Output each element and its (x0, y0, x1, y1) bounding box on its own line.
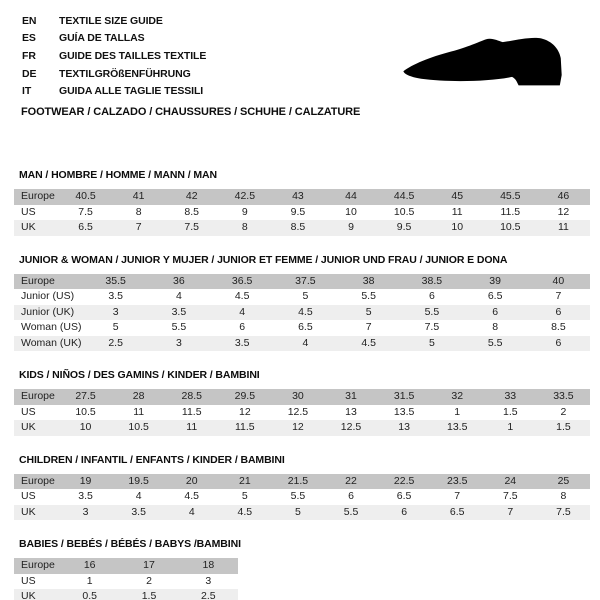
row-label: Junior (UK) (14, 305, 84, 321)
row-label: UK (14, 589, 60, 600)
size-cell: 8 (135, 205, 142, 218)
size-cell: 16 (60, 558, 119, 574)
size-cell: 6 (378, 505, 431, 521)
size-table-kids (14, 389, 590, 436)
size-cell: 28 (112, 389, 165, 405)
size-table-children (14, 474, 590, 521)
size-cell: 3.5 (211, 336, 274, 352)
row-label: US (21, 490, 36, 502)
size-cell: 4 (274, 336, 337, 352)
row-label: Woman (US) (21, 321, 82, 333)
size-cell: 18 (179, 558, 238, 574)
size-cell: 10.5 (393, 205, 415, 218)
size-cell: 2 (146, 574, 152, 587)
size-cell: 13.5 (431, 420, 484, 436)
language-label: GUIDA ALLE TAGLIE TESSILI (59, 85, 204, 98)
language-code: EN (22, 14, 37, 27)
size-cell: 3 (205, 574, 212, 587)
language-row (22, 65, 206, 83)
size-cell: 7 (555, 290, 562, 302)
size-cell: 11 (537, 220, 590, 236)
language-code: FR (22, 49, 36, 62)
shoe-icon (394, 29, 572, 91)
size-cell: 12 (557, 205, 570, 218)
language-row (22, 12, 206, 30)
size-cell: 1.5 (502, 405, 518, 418)
language-label: TEXTILE SIZE GUIDE (59, 14, 163, 27)
size-cell: 21 (218, 474, 271, 490)
size-cell: 6 (464, 305, 527, 321)
language-row (22, 30, 206, 48)
size-cell: 4.5 (218, 505, 271, 521)
size-cell: 42.5 (218, 189, 271, 205)
size-table-junior-woman (14, 274, 590, 352)
size-table-babies (14, 558, 238, 600)
size-cell: 11.5 (181, 405, 202, 418)
size-cell: 8.5 (184, 205, 200, 218)
size-cell: 4.5 (337, 336, 400, 352)
size-cell: 13 (345, 405, 357, 418)
size-table-row (14, 289, 590, 305)
size-table-row (14, 305, 590, 321)
language-label: GUIDE DES TAILLES TEXTILE (59, 49, 207, 62)
size-cell: 5 (337, 305, 400, 321)
size-cell: 31.5 (378, 389, 431, 405)
size-cell: 5 (241, 490, 248, 502)
size-cell: 20 (165, 474, 218, 490)
size-cell: 5.5 (324, 505, 377, 521)
size-cell: 12 (271, 420, 324, 436)
row-label: Woman (UK) (14, 336, 84, 352)
size-table-section-man (14, 169, 590, 236)
row-label: Europe (14, 389, 59, 405)
size-cell: 5 (112, 321, 119, 333)
size-cell: 6 (527, 336, 590, 352)
size-cell: 13 (378, 420, 431, 436)
size-table-header-row (14, 274, 590, 290)
size-cell: 7.5 (78, 205, 93, 218)
size-cell: 7.5 (502, 490, 518, 502)
size-cell: 24 (484, 474, 537, 490)
language-code: IT (22, 85, 32, 98)
size-cell: 6.5 (298, 321, 313, 333)
size-table-row (14, 589, 238, 600)
size-table-section-babies (14, 538, 590, 600)
size-cell: 17 (119, 558, 178, 574)
table-title: MAN / HOMBRE / HOMME / MANN / MAN (19, 169, 217, 181)
size-cell: 29.5 (218, 389, 271, 405)
size-cell: 6.5 (431, 505, 484, 521)
table-title: BABIES / BEBÉS / BÉBÉS / BABYS /BAMBINI (19, 538, 241, 550)
size-cell: 21.5 (271, 474, 324, 490)
size-cell: 7 (112, 220, 165, 236)
size-cell: 5 (400, 336, 463, 352)
row-label: Junior (US) (21, 290, 75, 302)
size-cell: 8 (492, 321, 499, 333)
size-cell: 1 (454, 405, 461, 418)
size-cell: 10.5 (75, 405, 96, 418)
size-cell: 3.5 (147, 305, 210, 321)
size-cell: 8.5 (551, 321, 566, 333)
size-cell: 6 (239, 321, 246, 333)
size-cell: 31 (324, 389, 377, 405)
size-cell: 38 (337, 274, 400, 290)
size-cell: 11.5 (218, 420, 271, 436)
size-cell: 10.5 (112, 420, 165, 436)
size-cell: 7 (454, 490, 461, 502)
size-cell: 39 (464, 274, 527, 290)
size-table-row (14, 574, 238, 590)
size-cell: 5 (271, 505, 324, 521)
size-cell: 6.5 (59, 220, 112, 236)
table-title: JUNIOR & WOMAN / JUNIOR Y MUJER / JUNIOR ET FEMME / JUNIOR UND FRAU / JUNIOR E DONA (19, 253, 508, 266)
size-cell: 9 (241, 205, 248, 218)
size-cell: 2.5 (179, 589, 238, 600)
size-cell: 1.5 (119, 589, 178, 600)
size-cell: 32 (431, 389, 484, 405)
row-label: UK (14, 505, 59, 521)
size-cell: 2.5 (84, 336, 147, 352)
size-cell: 11 (451, 205, 463, 218)
size-cell: 10 (345, 205, 357, 218)
table-title: KIDS / NIÑOS / DES GAMINS / KINDER / BAMBINI (19, 369, 260, 381)
size-cell: 11 (133, 405, 145, 418)
size-cell: 6 (527, 305, 590, 321)
size-cell: 13.5 (393, 405, 415, 418)
size-cell: 11.5 (500, 205, 521, 218)
language-label: GUÍA DE TALLAS (59, 32, 145, 45)
size-cell: 3 (147, 336, 210, 352)
size-cell: 33 (484, 389, 537, 405)
size-table-section-children (14, 454, 590, 521)
size-cell: 4.5 (234, 290, 250, 302)
row-label: Europe (14, 189, 59, 205)
size-cell: 4 (175, 290, 182, 302)
size-cell: 3 (84, 305, 147, 321)
size-cell: 3.5 (78, 490, 93, 502)
size-cell: 5.5 (290, 490, 306, 502)
size-cell: 38.5 (400, 274, 463, 290)
size-cell: 37.5 (274, 274, 337, 290)
size-cell: 42 (165, 189, 218, 205)
size-cell: 44 (324, 189, 377, 205)
size-cell: 40.5 (59, 189, 112, 205)
size-cell: 7 (365, 321, 372, 333)
size-cell: 12 (238, 405, 251, 418)
size-table-header-row (14, 389, 590, 405)
size-cell: 3.5 (108, 290, 123, 302)
size-cell: 45.5 (484, 189, 537, 205)
size-cell: 3.5 (112, 505, 165, 521)
size-cell: 5 (302, 290, 309, 302)
size-cell: 35.5 (84, 274, 147, 290)
language-row (22, 82, 206, 100)
size-cell: 46 (537, 189, 590, 205)
size-cell: 9.5 (290, 205, 306, 218)
size-cell: 44.5 (378, 189, 431, 205)
size-cell: 7.5 (537, 505, 590, 521)
language-code: DE (22, 67, 37, 80)
size-cell: 45 (431, 189, 484, 205)
language-list (22, 12, 206, 100)
size-cell: 23.5 (431, 474, 484, 490)
size-cell: 6.5 (487, 290, 503, 302)
size-table-row (14, 420, 590, 436)
size-cell: 9.5 (378, 220, 431, 236)
size-table-row (14, 205, 590, 221)
size-table-row (14, 336, 590, 352)
size-cell: 6 (428, 290, 435, 302)
category-heading: FOOTWEAR / CALZADO / CHAUSSURES / SCHUHE / CALZATURE (21, 106, 361, 118)
size-cell: 33.5 (537, 389, 590, 405)
size-table-row (14, 505, 590, 521)
size-cell: 5.5 (171, 321, 187, 333)
size-cell: 10.5 (484, 220, 537, 236)
size-table-section-kids (14, 369, 590, 436)
size-cell: 19.5 (112, 474, 165, 490)
size-cell: 22 (324, 474, 377, 490)
size-cell: 4 (165, 505, 218, 521)
row-label: UK (14, 420, 59, 436)
row-label: Europe (14, 274, 84, 290)
size-cell: 2 (560, 405, 567, 418)
size-cell: 12.5 (287, 405, 309, 418)
size-tables (14, 169, 590, 600)
size-cell: 0.5 (60, 589, 119, 600)
size-cell: 10 (431, 220, 484, 236)
size-cell: 7.5 (424, 321, 440, 333)
row-label: US (21, 205, 36, 218)
size-cell: 7.5 (165, 220, 218, 236)
size-cell: 5.5 (400, 305, 463, 321)
row-label: Europe (14, 474, 59, 490)
size-cell: 1.5 (537, 420, 590, 436)
language-code: ES (22, 32, 36, 45)
size-cell: 19 (59, 474, 112, 490)
size-cell: 1 (484, 420, 537, 436)
size-table-row (14, 320, 590, 336)
size-table-section-junior-woman (14, 254, 590, 352)
size-cell: 36.5 (211, 274, 274, 290)
size-table-header-row (14, 474, 590, 490)
size-cell: 10 (59, 420, 112, 436)
size-cell: 4 (135, 490, 142, 502)
size-cell: 6.5 (396, 490, 412, 502)
table-title: CHILDREN / INFANTIL / ENFANTS / KINDER / BAMBINI (19, 453, 285, 466)
size-table-header-row (14, 558, 238, 574)
size-cell: 4 (211, 305, 274, 321)
size-table-row (14, 489, 590, 505)
size-cell: 4.5 (274, 305, 337, 321)
size-cell: 22.5 (378, 474, 431, 490)
size-cell: 8 (560, 490, 567, 502)
size-cell: 11 (165, 420, 218, 436)
size-cell: 30 (271, 389, 324, 405)
size-cell: 41 (112, 189, 165, 205)
size-cell: 36 (147, 274, 210, 290)
size-cell: 9 (324, 220, 377, 236)
size-cell: 25 (537, 474, 590, 490)
language-label: TEXTILGRÖßENFÜHRUNG (59, 67, 191, 80)
size-cell: 4.5 (184, 490, 200, 502)
size-cell: 7 (484, 505, 537, 521)
size-cell: 3 (59, 505, 112, 521)
row-label: Europe (14, 558, 60, 574)
row-label: US (21, 574, 36, 587)
size-cell: 8 (218, 220, 271, 236)
size-table-man (14, 189, 590, 236)
size-cell: 28.5 (165, 389, 218, 405)
row-label: UK (14, 220, 59, 236)
size-cell: 5.5 (464, 336, 527, 352)
size-table-row (14, 220, 590, 236)
size-cell: 40 (527, 274, 590, 290)
row-label: US (21, 405, 36, 418)
size-table-header-row (14, 189, 590, 205)
size-cell: 12.5 (324, 420, 377, 436)
size-cell: 8.5 (271, 220, 324, 236)
size-cell: 27.5 (59, 389, 112, 405)
size-cell: 6 (348, 490, 354, 502)
size-table-row (14, 405, 590, 421)
language-row (22, 47, 206, 65)
size-cell: 43 (271, 189, 324, 205)
size-cell: 5.5 (361, 290, 376, 302)
size-cell: 1 (86, 574, 93, 587)
